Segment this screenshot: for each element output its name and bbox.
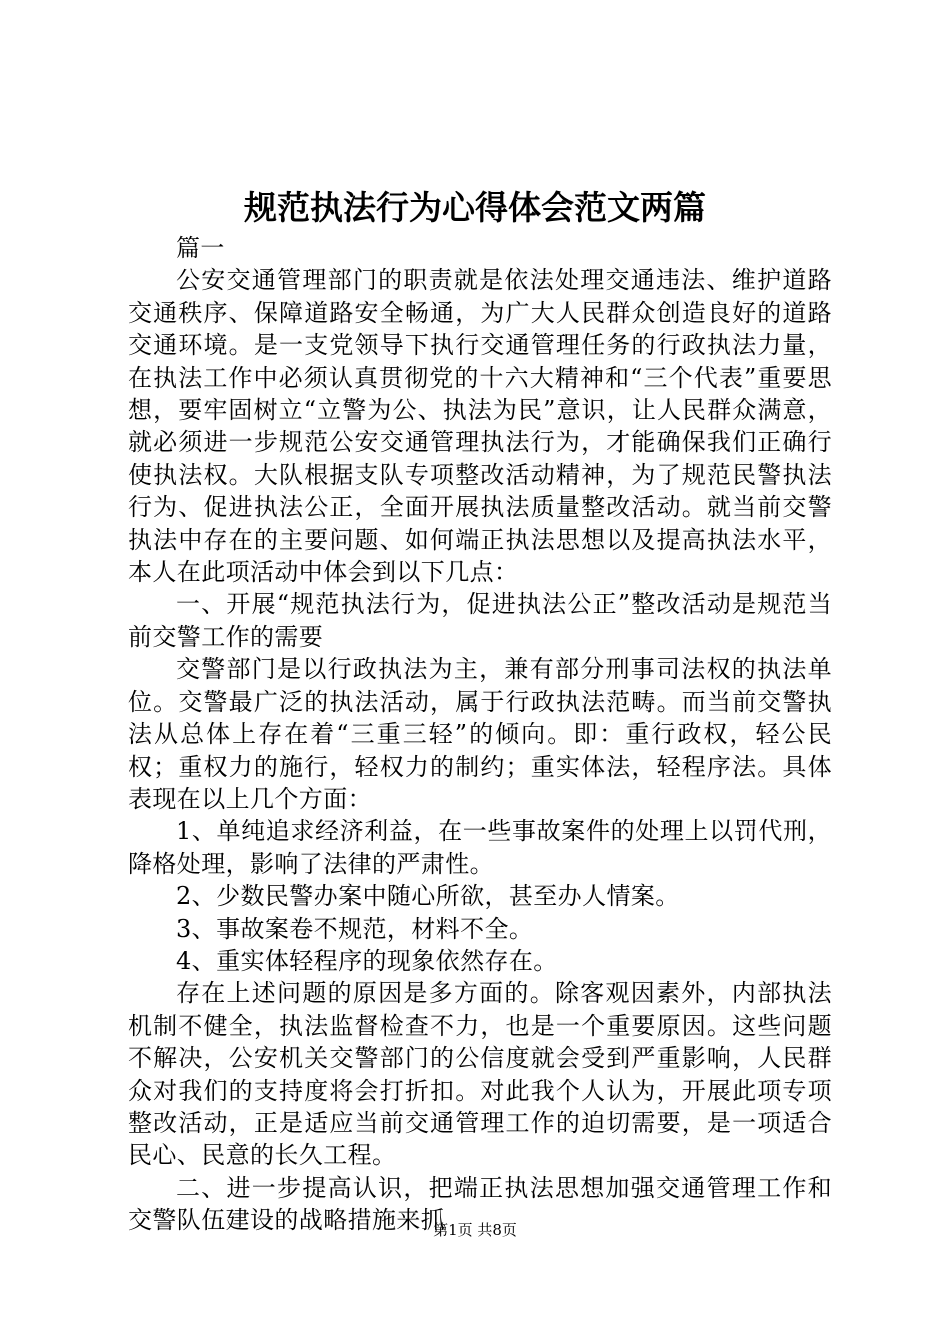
list-item: 3、事故案卷不规范，材料不全。 <box>176 914 534 943</box>
paragraph: 存在上述问题的原因是多方面的。除客观因素外，内部执法机制不健全，执法监督检查不力，也是一个重要原因。这些问题不解决，公安机关交警部门的公信度就会受到严重影响，人民群众对我们的支持度将会打折扣。对此我个人认为，开展此项专项整改活动，正是适应当前交通管理工作的迫切需要，是一项适合民心、民意的长久工程。 <box>128 979 832 1170</box>
paragraph: 公安交通管理部门的职责就是依法处理交通违法、维护道路交通秩序、保障道路安全畅通，为广大人民群众创造良好的道路交通环境。是一支党领导下执行交通管理任务的行政执法力量，在执法工作中必须认真贯彻党的十六大精神和“三个代表”重要思想，要牢固树立“立警为公、执法为民”意识，让人民群众满意，就必须进一步规范公安交通管理执法行为，才能确保我们正确行使执法权。大队根据支队专项整改活动精神，为了规范民警执法行为、促进执法公正，全面开展执法质量整改活动。就当前交警执法中存在的主要问题、如何端正执法思想以及提高执法水平，本人在此项活动中体会到以下几点： <box>128 266 832 587</box>
section-heading: 一、开展“规范执法行为，促进执法公正”整改活动是规范当前交警工作的需要 <box>128 590 832 651</box>
section-heading: 二、进一步提高认识，把端正执法思想加强交通管理工作和交警队伍建设的战略措施来抓 <box>128 1173 832 1235</box>
section-label: 篇一 <box>176 234 225 262</box>
page-number-footer: 第1页 共8页 <box>433 1221 517 1239</box>
list-item: 4、重实体轻程序的现象依然存在。 <box>176 946 558 975</box>
list-item: 2、少数民警办案中随心所欲，甚至办人情案。 <box>176 882 680 911</box>
document-title: 规范执法行为心得体会范文两篇 <box>244 188 706 227</box>
list-item: 1、单纯追求经济利益，在一些事故案件的处理上以罚代刑，降格处理，影响了法律的严肃性。 <box>128 817 832 878</box>
document-body <box>128 232 832 1237</box>
paragraph: 交警部门是以行政执法为主，兼有部分刑事司法权的执法单位。交警最广泛的执法活动，属于行政执法范畴。而当前交警执法从总体上存在着“三重三轻”的倾向。即：重行政权，轻公民权；重权力的施行，轻权力的制约；重实体法，轻程序法。具体表现在以上几个方面： <box>128 655 832 813</box>
